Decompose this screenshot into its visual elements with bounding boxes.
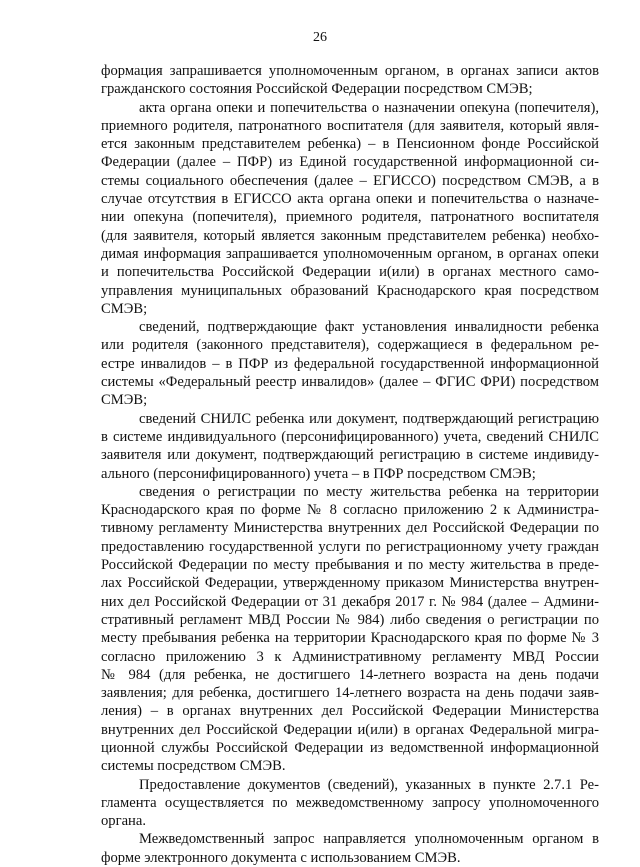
text-line: Российской Федерации по месту пребывания и по месту жительства в преде- [101,557,599,574]
text-line: Предоставление документов (сведений), указанных в пункте 2.7.1 Ре- [139,776,599,793]
paragraph [101,830,599,867]
text-line: СМЭВ; [101,392,148,409]
text-line: № 984 (для ребенка, не достигшего 14-летнего возраста на день подачи [101,666,599,683]
text-line: в системе индивидуального (персонифицированного) учета, сведений СНИЛС [101,428,599,445]
page-number: 26 [313,30,327,45]
text-line: системы «Федеральный реестр инвалидов» (далее – ФГИС ФРИ) посредством [101,374,599,391]
text-line: акта органа опеки и попечительства о назначении опекуна (попечителя), [139,99,599,116]
text-line: управления муниципальных образований Краснодарского края посредством [101,282,599,299]
paragraph [101,99,599,319]
text-line: заявления; для ребенка, достигшего 14-летнего возраста на день подачи заяв- [101,685,599,702]
paragraph [101,62,599,99]
text-line: предоставлению государственной услуги по регистрационному учету граждан [101,538,599,555]
text-line: ется законным представителем ребенка) – в Пенсионном фонде Российской [101,136,599,153]
text-line: заявителя или документ, подтверждающий регистрацию в системе индивиду- [101,447,599,464]
text-line: сведений СНИЛС ребенка или документ, подтверждающий регистрацию [139,410,599,427]
text-line: гламента осуществляется по межведомственному запросу уполномоченного [101,794,599,811]
text-line: Межведомственный запрос направляется уполномоченным органом в [139,831,599,848]
text-line: формация запрашивается уполномоченным органом, в органах записи актов [101,63,599,79]
text-line: тивному регламенту Министерства внутренних дел Российской Федерации по [101,520,599,537]
document-body [101,62,599,867]
text-line: ального (персонифицированного) учета – в ПФР посредством СМЭВ; [101,465,536,482]
text-line: ления) – в органах внутренних дел Российской Федерации Министерства [101,703,599,720]
text-line: СМЭВ; [101,300,148,317]
text-line: или родителя (законного представителя), содержащиеся в федеральном ре- [101,337,599,354]
text-line: нии опекуна (попечителя), приемного родителя, патронатного воспитателя [101,209,599,226]
paragraph [101,483,599,776]
text-line: Краснодарского края по форме № 8 согласно приложению 2 к Администра- [101,502,599,519]
text-line: лах Российской Федерации, утвержденному приказом Министерства внутрен- [101,575,599,592]
text-line: гражданского состояния Российской Федерации посредством СМЭВ; [101,81,533,98]
paragraph [101,776,599,831]
text-line: форме электронного документа с использованием СМЭВ. [101,849,461,866]
text-line: согласно приложению 3 к Административному регламенту МВД России [101,648,599,665]
paragraph [101,318,599,409]
text-line: системы посредством СМЭВ. [101,758,286,775]
text-line: месту пребывания ребенка на территории Краснодарского края по форме № 3 [101,630,599,647]
text-line: (для заявителя, который является законным представителем ребенка) необхо- [101,227,599,244]
text-line: стемы социального обеспечения (далее – ЕГИССО) посредством СМЭВ, а в [101,172,599,189]
text-line: димая информация запрашивается уполномоченным органом, в органах опеки [101,245,599,262]
text-line: них дел Российской Федерации от 31 декабря 2017 г. № 984 (далее – Админи- [101,593,599,610]
text-line: случае отсутствия в ЕГИССО акта органа опеки и попечительства о назначе- [101,191,599,208]
text-line: приемного родителя, патронатного воспитателя (для заявителя, который явля- [101,117,599,134]
text-line: внутренних дел Российской Федерации и(или) в органах Федеральной мигра- [101,721,599,738]
text-line: сведений, подтверждающие факт установления инвалидности ребенка [139,319,599,336]
paragraph [101,410,599,483]
text-line: органа. [101,813,146,830]
text-line: и попечительства Российской Федерации и(или) в органах местного само- [101,264,599,281]
text-line: сведения о регистрации по месту жительства ребенка на территории [139,483,599,500]
text-line: естре инвалидов – в ПФР из федеральной государственной информационной [101,355,599,372]
text-line: ционной службы Российской Федерации из ведомственной информационной [101,739,599,756]
text-line: стративный регламент МВД России № 984) либо сведения о регистрации по [101,611,599,628]
text-line: Федерации (далее – ПФР) из Единой государственной информационной си- [101,154,599,171]
